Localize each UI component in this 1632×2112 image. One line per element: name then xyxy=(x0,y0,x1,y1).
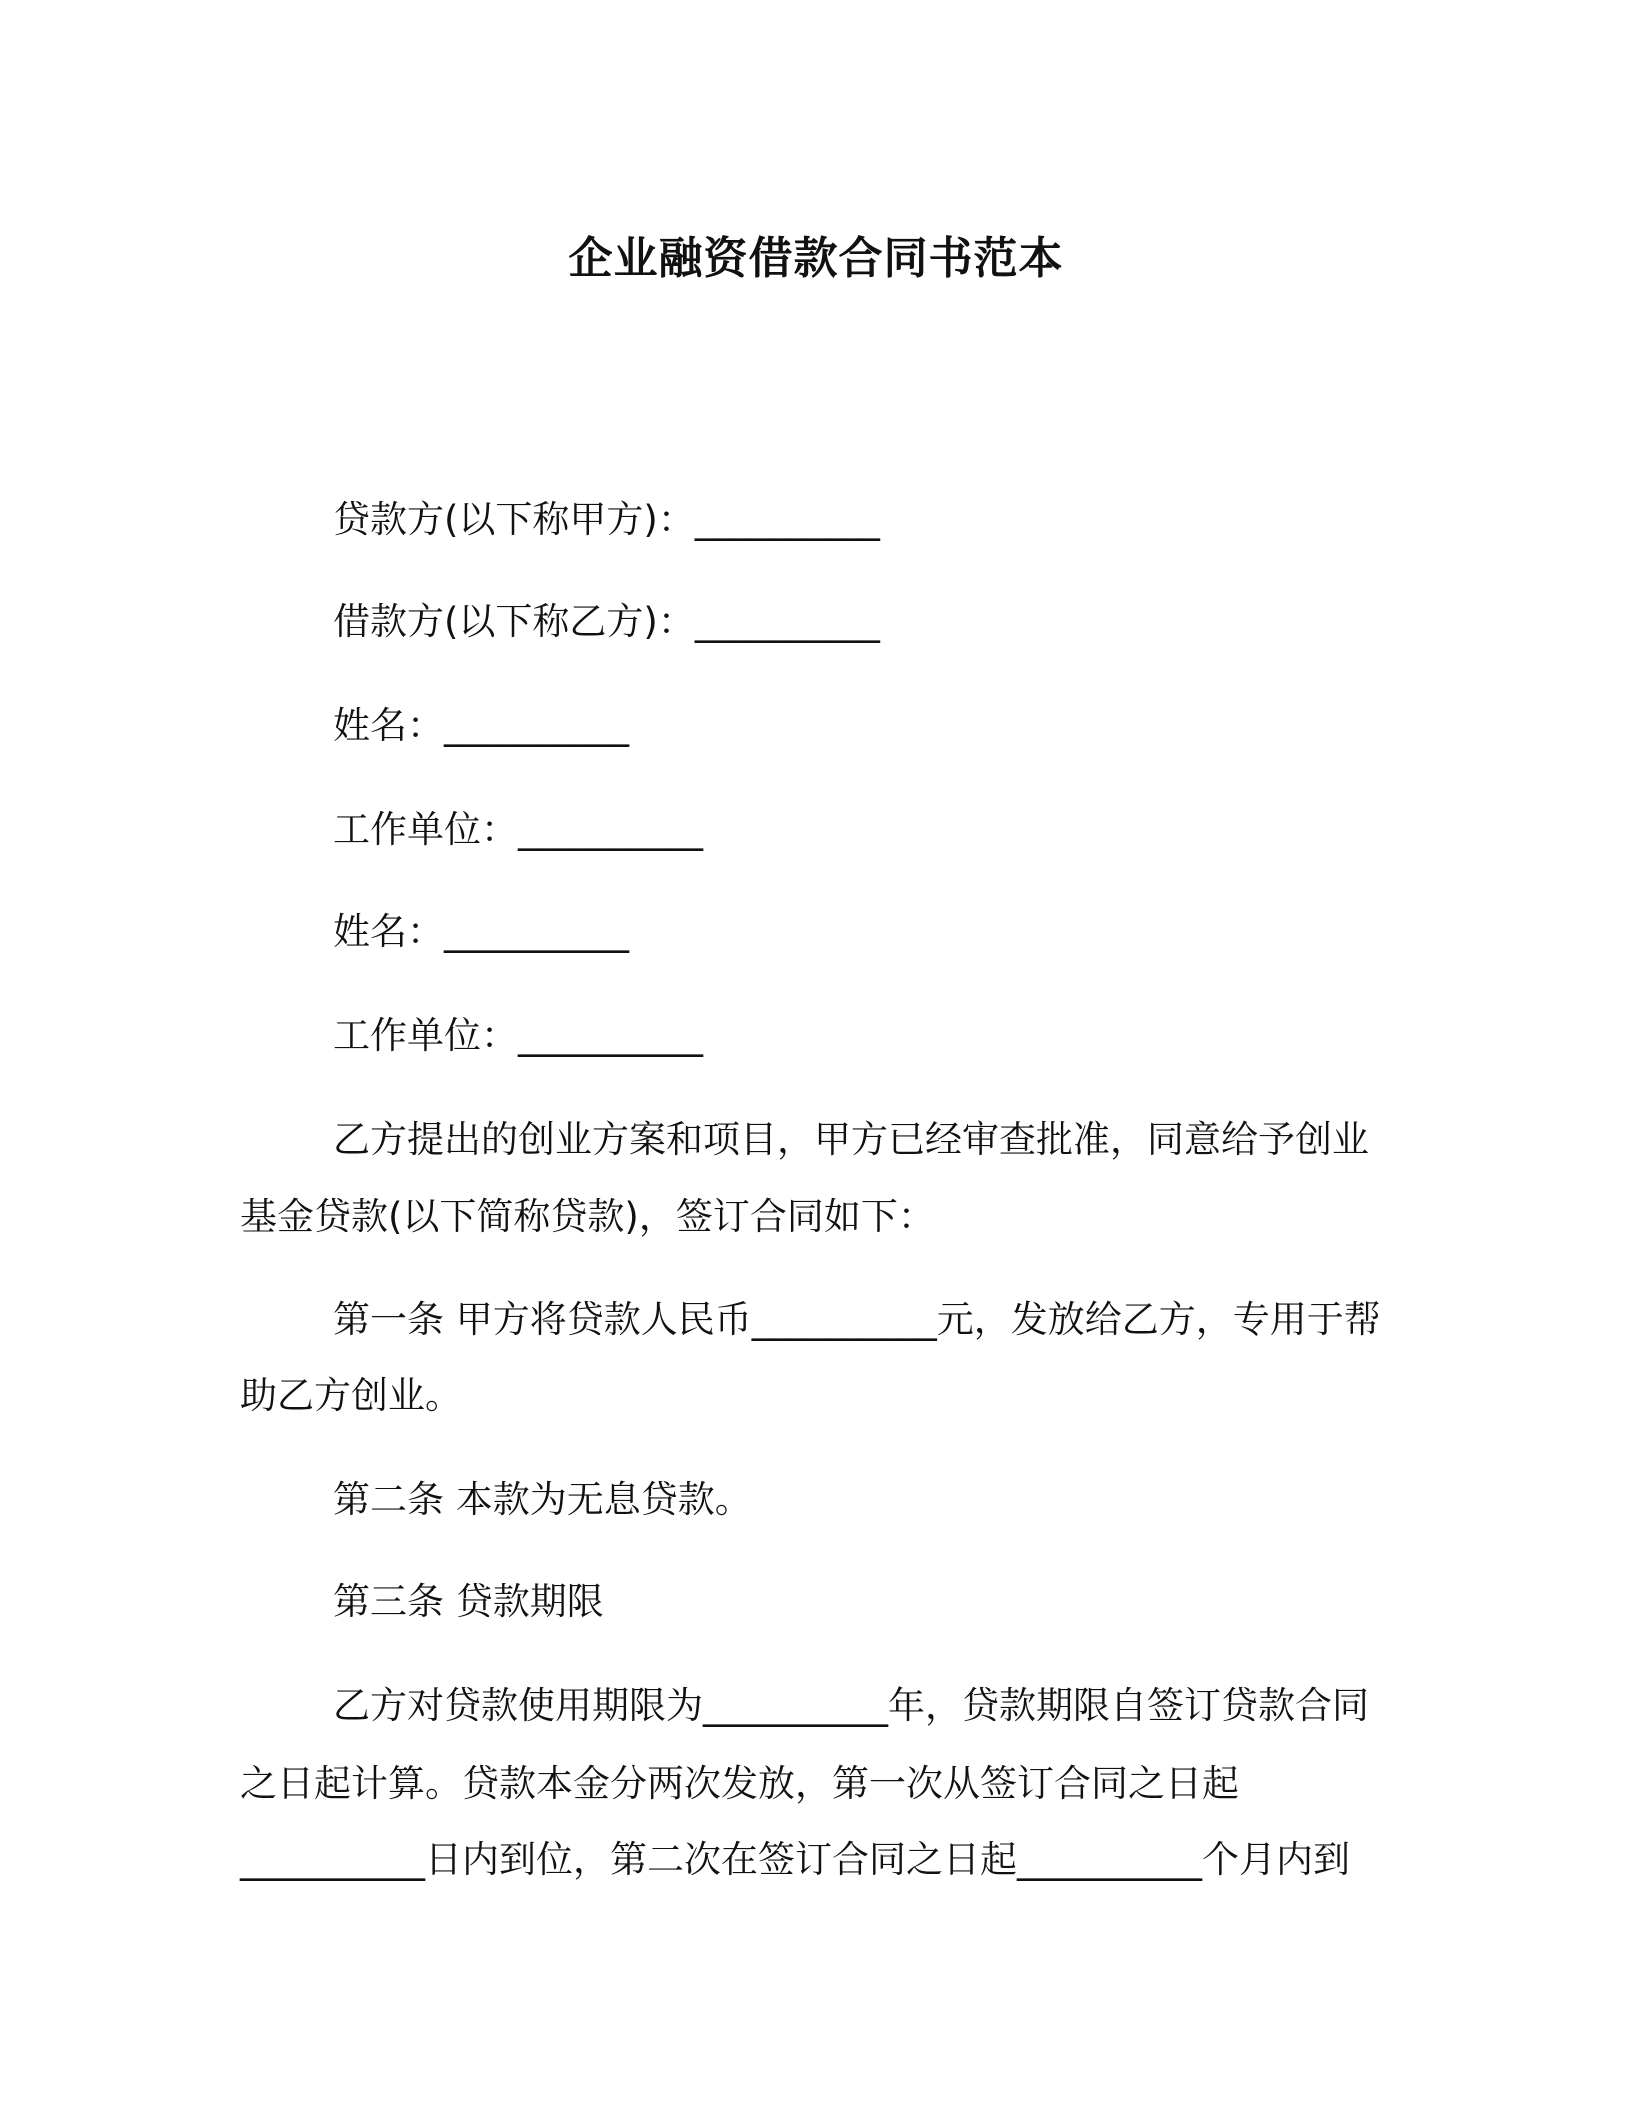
article3-text-a: 乙方对贷款使用期限为 xyxy=(333,1684,703,1727)
article3-line-1 xyxy=(333,1682,1369,1730)
article3-text-b: 年，贷款期限自签订贷款合同 xyxy=(888,1684,1369,1727)
article1-line-2: 助乙方创业。 xyxy=(240,1374,462,1417)
article3-heading: 第三条 贷款期限 xyxy=(333,1580,604,1623)
article2-line: 第二条 本款为无息贷款。 xyxy=(333,1478,752,1521)
borrower-label: 借款方(以下称乙方)： xyxy=(333,600,695,643)
article1-line-1 xyxy=(333,1296,1381,1344)
intro-line-1: 乙方提出的创业方案和项目，甲方已经审查批准，同意给予创业 xyxy=(333,1118,1369,1161)
intro-line-2: 基金贷款(以下简称贷款)，签订合同如下： xyxy=(240,1195,935,1238)
name-label-1: 姓名： xyxy=(333,704,444,747)
name-label-2: 姓名： xyxy=(333,910,444,953)
borrower-blank: __________ xyxy=(694,600,880,643)
workplace-blank-1: __________ xyxy=(518,808,703,851)
workplace-blank-2: __________ xyxy=(518,1014,703,1057)
article3-line-2: 之日起计算。贷款本金分两次发放，第一次从签订合同之日起 xyxy=(240,1762,1239,1805)
name-field-1 xyxy=(333,702,629,750)
workplace-label-2: 工作单位： xyxy=(333,1014,518,1057)
lender-blank: __________ xyxy=(694,498,880,541)
article1-text-a: 第一条 甲方将贷款人民币 xyxy=(333,1298,752,1341)
article3-text-d: 个月内到 xyxy=(1202,1838,1350,1881)
name-blank-2: __________ xyxy=(444,910,629,953)
workplace-field-2 xyxy=(333,1012,703,1060)
article3-days-blank: __________ xyxy=(240,1838,425,1881)
article3-years-blank: __________ xyxy=(703,1684,888,1727)
article1-text-b: 元，发放给乙方，专用于帮 xyxy=(936,1298,1381,1341)
workplace-field-1 xyxy=(333,806,703,854)
document-title: 企业融资借款合同书范本 xyxy=(568,233,1064,284)
article3-text-c: 日内到位，第二次在签订合同之日起 xyxy=(425,1838,1017,1881)
name-blank-1: __________ xyxy=(444,704,629,747)
article3-months-blank: __________ xyxy=(1017,1838,1202,1881)
lender-field xyxy=(333,496,880,544)
workplace-label-1: 工作单位： xyxy=(333,808,518,851)
article1-amount-blank: __________ xyxy=(751,1298,937,1341)
article3-line-3 xyxy=(240,1836,1350,1884)
lender-label: 贷款方(以下称甲方)： xyxy=(333,498,695,541)
borrower-field xyxy=(333,598,880,646)
name-field-2 xyxy=(333,908,629,956)
